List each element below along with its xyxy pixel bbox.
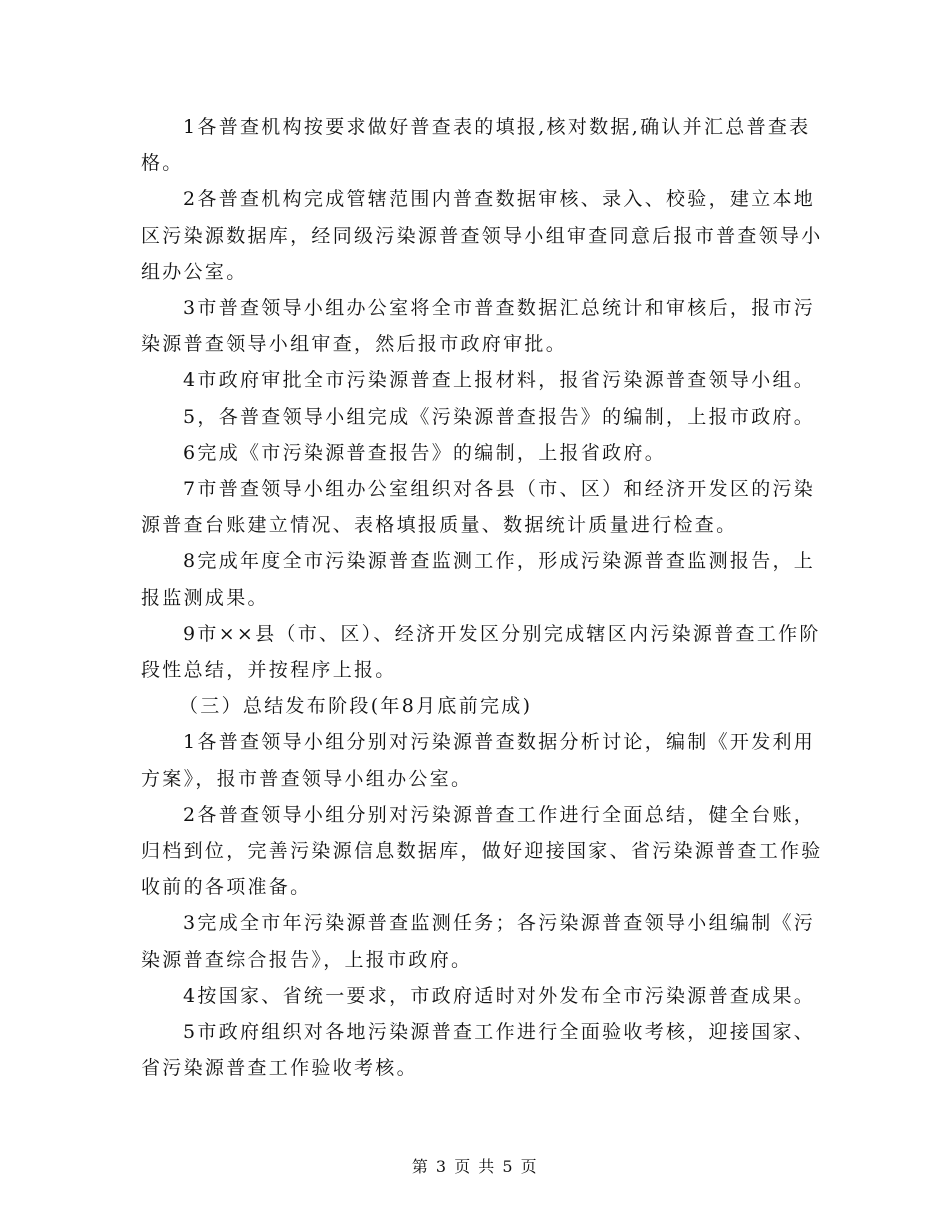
paragraph: 5市政府组织对各地污染源普查工作进行全面验收考核，迎接国家、省污染源普查工作验收考核。 [141, 1021, 816, 1080]
paragraph: 3完成全市年污染源普查监测任务；各污染源普查领导小组编制《污染源普查综合报告》，上报市政府。 [141, 912, 816, 971]
paragraph: 2各普查机构完成管辖范围内普查数据审核、录入、校验，建立本地区污染源数据库，经同级污染源普查领导小组审查同意后报市普查领导小组办公室。 [141, 188, 823, 283]
paragraph: 4市政府审批全市污染源普查上报材料，报省污染源普查领导小组。 [183, 369, 816, 392]
page-number-footer: 第 3 页 共 5 页 [411, 1157, 539, 1176]
paragraph: 1各普查领导小组分别对污染源普查数据分析讨论，编制《开发利用方案》，报市普查领导小组办公室。 [141, 731, 816, 790]
paragraph: 2各普查领导小组分别对污染源普查工作进行全面总结，健全台账，归档到位，完善污染源信息数据库，做好迎接国家、省污染源普查工作验收前的各项准备。 [141, 803, 823, 899]
paragraph: 4按国家、省统一要求，市政府适时对外发布全市污染源普查成果。 [183, 984, 816, 1007]
paragraph: 3市普查领导小组办公室将全市普查数据汇总统计和审核后，报市污染源普查领导小组审查，然后报市政府审批。 [141, 297, 816, 356]
document-body [141, 109, 827, 1086]
paragraph: 9市××县（市、区）、经济开发区分别完成辖区内污染源普查工作阶段性总结，并按程序上报。 [141, 622, 821, 682]
paragraph: 6完成《市污染源普查报告》的编制，上报省政府。 [183, 441, 666, 464]
paragraph: 1各普查机构按要求做好普查表的填报,核对数据,确认并汇总普查表格。 [141, 116, 811, 175]
paragraph: 5，各普查领导小组完成《污染源普查报告》的编制，上报市政府。 [183, 405, 816, 428]
paragraph: 7市普查领导小组办公室组织对各县（市、区）和经济开发区的污染源普查台账建立情况、表格填报质量、数据统计质量进行检查。 [141, 478, 816, 537]
section-heading: （三）总结发布阶段(年8月底前完成) [179, 695, 533, 718]
paragraph: 8完成年度全市污染源普查监测工作，形成污染源普查监测报告，上报监测成果。 [141, 550, 816, 609]
